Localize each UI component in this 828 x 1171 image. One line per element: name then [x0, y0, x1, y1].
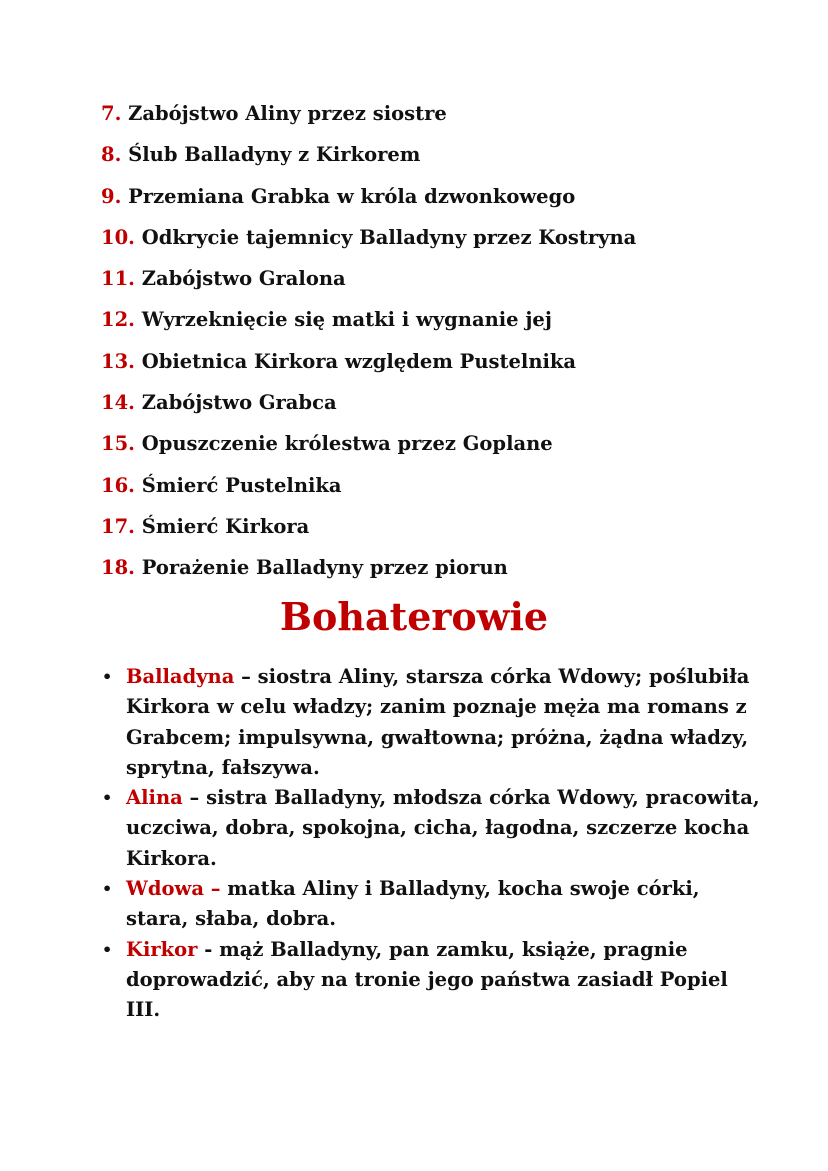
plot-item: [101, 347, 636, 388]
plot-item-text: Zabójstwo Aliny przez siostre: [128, 102, 447, 125]
plot-item-text: Opuszczenie królestwa przez Goplane: [141, 432, 553, 456]
plot-item: [101, 182, 636, 223]
plot-item-text: Śmierć Pustelnika: [141, 473, 342, 497]
plot-item-number: 17.: [101, 514, 135, 538]
plot-item-number: 15.: [101, 432, 135, 456]
character-description: - mąż Balladyny, pan zamku, książe, pragnie doprowadzić, aby na tronie jego państwa zasiadł Popiel III.: [126, 937, 728, 1022]
plot-item-text: Wyrzeknięcie się matki i wygnanie jej: [141, 308, 552, 332]
section-heading: Bohaterowie: [279, 594, 549, 639]
plot-item: [101, 553, 636, 594]
plot-item-number: 9.: [101, 184, 122, 208]
bullet-icon: •: [102, 667, 113, 686]
plot-item-text: Przemiana Grabka w króla dzwonkowego: [128, 184, 576, 208]
plot-item-number: 13.: [101, 349, 135, 373]
character-name: Balladyna: [126, 665, 235, 688]
plot-item: [101, 388, 636, 429]
plot-item: [101, 223, 636, 264]
plot-item-number: 11.: [101, 267, 135, 291]
plot-item-number: 12.: [101, 308, 135, 332]
plot-item-text: Porażenie Balladyny przez piorun: [141, 556, 508, 580]
plot-item: [101, 471, 636, 512]
character-description: – sistra Balladyny, młodsza córka Wdowy, pracowita, uczciwa, dobra, spokojna, cicha, łagodna, szczerze kocha Kirkora.: [126, 786, 760, 870]
plot-item-number: 8.: [101, 143, 122, 167]
character-item: [102, 935, 762, 1026]
plot-item-text: Zabójstwo Grabca: [141, 391, 337, 415]
plot-item: [101, 429, 636, 470]
bullet-icon: •: [102, 788, 113, 808]
character-item: [102, 662, 762, 783]
plot-outline-list: [101, 99, 636, 595]
character-name: Kirkor: [126, 937, 198, 961]
plot-item-text: Odkrycie tajemnicy Balladyny przez Kostryna: [141, 225, 637, 249]
character-name: Wdowa –: [126, 877, 221, 901]
plot-item-text: Śmierć Kirkora: [141, 514, 310, 538]
plot-item: [101, 99, 636, 140]
plot-item: [101, 140, 636, 181]
plot-item-number: 10.: [101, 225, 135, 249]
plot-item-text: Obietnica Kirkora względem Pustelnika: [141, 349, 577, 373]
character-name: Alina: [126, 786, 183, 810]
plot-item-number: 14.: [101, 391, 135, 415]
characters-list: [102, 662, 762, 1026]
plot-item-text: Ślub Balladyny z Kirkorem: [128, 143, 421, 167]
plot-item-number: 7.: [101, 102, 122, 125]
plot-item: [101, 512, 636, 553]
bullet-icon: •: [102, 939, 113, 959]
bullet-icon: •: [102, 879, 113, 899]
character-description: – siostra Aliny, starsza córka Wdowy; poślubiła Kirkora w celu władzy; zanim poznaje męża ma romans z Grabcem; impulsywna, gwałtowna; próżna, żądna władzy, sprytna, fałszywa.: [126, 665, 750, 779]
character-description: matka Aliny i Balladyny, kocha swoje córki, stara, słaba, dobra.: [126, 877, 700, 931]
plot-item-text: Zabójstwo Gralona: [141, 267, 346, 291]
plot-item: [101, 264, 636, 305]
character-item: [102, 783, 762, 874]
plot-item: [101, 305, 636, 346]
plot-item-number: 18.: [101, 556, 135, 580]
plot-item-number: 16.: [101, 473, 135, 497]
character-item: [102, 874, 762, 935]
